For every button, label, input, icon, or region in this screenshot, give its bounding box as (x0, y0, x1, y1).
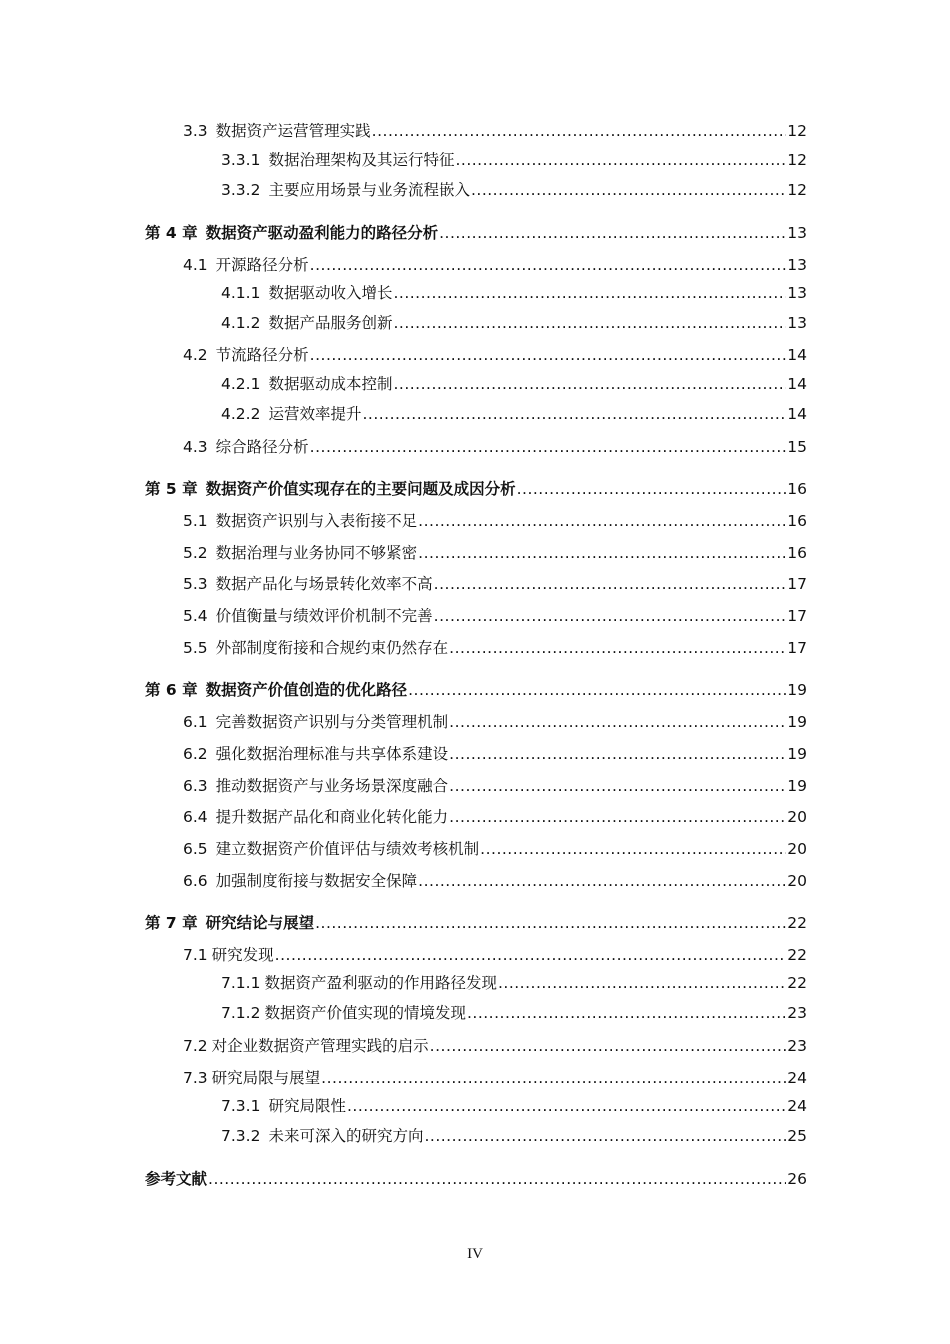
toc-entry-page: 17 (787, 639, 807, 657)
toc-entry-page: 13 (787, 224, 807, 242)
toc-leader-dots (315, 913, 786, 933)
toc-entry-page: 17 (787, 575, 807, 593)
toc-entry-page: 25 (787, 1127, 807, 1145)
toc-leader-dots (434, 606, 787, 626)
toc-entry[interactable] (221, 313, 807, 333)
toc-entry-page: 12 (787, 151, 807, 169)
toc-entry-number: 3.3 (183, 122, 208, 140)
toc-entry-title: 数据资产价值实现存在的主要问题及成因分析 (205, 480, 516, 498)
toc-entry-number: 7.2 (183, 1037, 208, 1055)
toc-entry-page: 13 (787, 256, 807, 274)
toc-entry-page: 23 (787, 1037, 807, 1055)
toc-entry-number: 4.3 (183, 438, 208, 456)
toc-entry-title: 推动数据资产与业务场景深度融合 (215, 777, 449, 795)
toc-entry-number: 6.1 (183, 713, 208, 731)
toc-leader-dots (467, 1003, 786, 1023)
toc-entry-number: 第 4 章 (145, 224, 198, 242)
toc-leader-dots (471, 180, 786, 200)
toc-entry-number: 7.1 (183, 946, 208, 964)
toc-entry-number: 4.2 (183, 346, 208, 364)
toc-entry[interactable] (183, 255, 807, 275)
toc-entry-title: 完善数据资产识别与分类管理机制 (215, 713, 449, 731)
toc-entry[interactable] (221, 283, 807, 303)
toc-entry[interactable] (221, 374, 807, 394)
toc-leader-dots (393, 313, 786, 333)
toc-entry[interactable] (221, 1003, 807, 1023)
toc-entry-title: 数据治理架构及其运行特征 (268, 151, 455, 169)
toc-entry[interactable] (183, 574, 807, 594)
toc-entry-title: 数据产品服务创新 (268, 314, 393, 332)
toc-entry-title: 数据资产驱动盈利能力的路径分析 (205, 224, 439, 242)
toc-entry-number: 5.3 (183, 575, 208, 593)
toc-entry-page: 22 (787, 914, 807, 932)
toc-leader-dots (430, 1036, 787, 1056)
toc-entry[interactable] (221, 150, 807, 170)
toc-leader-dots (418, 511, 786, 531)
toc-entry-title: 研究结论与展望 (205, 914, 315, 932)
toc-entry-page: 22 (787, 974, 807, 992)
toc-entry[interactable] (183, 437, 807, 457)
toc-entry-page: 19 (787, 777, 807, 795)
toc-entry-page: 16 (787, 512, 807, 530)
toc-chapter-entry[interactable] (145, 680, 807, 700)
toc-leader-dots (449, 744, 786, 764)
toc-leader-dots (424, 1126, 786, 1146)
toc-leader-dots (408, 680, 786, 700)
toc-entry-page: 24 (787, 1097, 807, 1115)
toc-leader-dots (449, 638, 786, 658)
toc-entry-page: 13 (787, 314, 807, 332)
toc-chapter-entry[interactable] (145, 913, 807, 933)
toc-entry[interactable] (221, 180, 807, 200)
toc-leader-dots (439, 223, 786, 243)
toc-entry-number: 7.3.2 (221, 1127, 261, 1145)
toc-entry-number: 5.5 (183, 639, 208, 657)
toc-leader-dots (275, 945, 787, 965)
toc-leader-dots (449, 712, 786, 732)
toc-entry-page: 17 (787, 607, 807, 625)
toc-entry[interactable] (183, 807, 807, 827)
toc-entry-page: 15 (787, 438, 807, 456)
toc-entry[interactable] (183, 945, 807, 965)
toc-entry[interactable] (221, 1126, 807, 1146)
toc-entry-number: 7.1.2 (221, 1004, 261, 1022)
toc-entry-number: 3.3.2 (221, 181, 261, 199)
toc-leader-dots (498, 973, 786, 993)
toc-entry-page: 20 (787, 808, 807, 826)
toc-entry-title: 强化数据治理标准与共享体系建设 (215, 745, 449, 763)
toc-entry-number: 5.4 (183, 607, 208, 625)
toc-entry-page: 12 (787, 181, 807, 199)
toc-chapter-entry[interactable] (145, 223, 807, 243)
toc-entry-title: 建立数据资产价值评估与绩效考核机制 (215, 840, 480, 858)
toc-entry-title: 数据资产价值实现的情境发现 (264, 1004, 466, 1022)
toc-entry-page: 16 (787, 544, 807, 562)
toc-entry-page: 14 (787, 405, 807, 423)
toc-leader-dots (310, 345, 787, 365)
toc-entry-title: 参考文献 (145, 1170, 208, 1188)
toc-entry[interactable] (183, 543, 807, 563)
toc-entry-number: 6.6 (183, 872, 208, 890)
toc-entry-number: 第 6 章 (145, 681, 198, 699)
toc-entry-title: 运营效率提升 (268, 405, 362, 423)
toc-entry-title: 综合路径分析 (215, 438, 309, 456)
toc-entry-number: 7.3.1 (221, 1097, 261, 1115)
toc-entry-page: 19 (787, 745, 807, 763)
toc-entry-title: 研究局限与展望 (211, 1069, 321, 1087)
toc-leader-dots (372, 121, 787, 141)
toc-entry[interactable] (221, 404, 807, 424)
toc-entry-title: 加强制度衔接与数据安全保障 (215, 872, 418, 890)
toc-entry-number: 第 7 章 (145, 914, 198, 932)
toc-leader-dots (434, 574, 787, 594)
toc-leader-dots (449, 776, 786, 796)
toc-entry-title: 数据资产价值创造的优化路径 (205, 681, 408, 699)
toc-entry-title: 外部制度衔接和合规约束仍然存在 (215, 639, 449, 657)
toc-entry-number: 4.1.2 (221, 314, 261, 332)
toc-entry-title: 对企业数据资产管理实践的启示 (211, 1037, 429, 1055)
toc-entry-title: 数据资产盈利驱动的作用路径发现 (264, 974, 497, 992)
toc-entry-page: 24 (787, 1069, 807, 1087)
toc-entry[interactable] (183, 871, 807, 891)
toc-entry-title: 数据产品化与场景转化效率不高 (215, 575, 433, 593)
toc-entry-number: 7.3 (183, 1069, 208, 1087)
toc-entry-number: 5.1 (183, 512, 208, 530)
toc-entry-page: 14 (787, 346, 807, 364)
toc-entry[interactable] (183, 1036, 807, 1056)
page-number-footer: IV (467, 1246, 483, 1262)
toc-entry-page: 14 (787, 375, 807, 393)
toc-entry-title: 数据资产运营管理实践 (215, 122, 371, 140)
toc-entry[interactable] (183, 712, 807, 732)
toc-leader-dots (418, 543, 786, 563)
toc-entry-title: 研究发现 (211, 946, 274, 964)
toc-references-entry[interactable] (145, 1169, 807, 1189)
toc-entry[interactable] (183, 638, 807, 658)
toc-entry-title: 未来可深入的研究方向 (268, 1127, 424, 1145)
toc-entry-number: 4.2.1 (221, 375, 261, 393)
toc-entry-number: 6.4 (183, 808, 208, 826)
toc-leader-dots (310, 437, 787, 457)
toc-leader-dots (347, 1096, 786, 1116)
toc-entry-title: 数据驱动成本控制 (268, 375, 393, 393)
toc-leader-dots (362, 404, 786, 424)
toc-chapter-entry[interactable] (145, 479, 807, 499)
toc-entry-number: 5.2 (183, 544, 208, 562)
toc-entry-title: 数据治理与业务协同不够紧密 (215, 544, 418, 562)
toc-leader-dots (455, 150, 786, 170)
toc-entry-page: 16 (787, 480, 807, 498)
toc-entry-title: 数据驱动收入增长 (268, 284, 393, 302)
toc-entry[interactable] (221, 1096, 807, 1116)
toc-entry[interactable] (183, 511, 807, 531)
toc-entry[interactable] (183, 121, 807, 141)
toc-entry-title: 开源路径分析 (215, 256, 309, 274)
toc-leader-dots (480, 839, 786, 859)
toc-entry-number: 第 5 章 (145, 480, 198, 498)
toc-leader-dots (393, 283, 786, 303)
toc-entry-number: 6.2 (183, 745, 208, 763)
toc-entry-page: 13 (787, 284, 807, 302)
toc-leader-dots (393, 374, 786, 394)
toc-entry-title: 节流路径分析 (215, 346, 309, 364)
toc-entry-number: 6.3 (183, 777, 208, 795)
toc-entry-number: 3.3.1 (221, 151, 261, 169)
toc-entry-page: 20 (787, 872, 807, 890)
toc-entry-page: 12 (787, 122, 807, 140)
toc-entry[interactable] (183, 744, 807, 764)
toc-leader-dots (517, 479, 787, 499)
toc-entry-number: 4.2.2 (221, 405, 261, 423)
toc-entry-page: 19 (787, 713, 807, 731)
toc-entry-title: 价值衡量与绩效评价机制不完善 (215, 607, 433, 625)
toc-leader-dots (321, 1068, 786, 1088)
toc-entry-title: 数据资产识别与入表衔接不足 (215, 512, 418, 530)
toc-entry[interactable] (183, 839, 807, 859)
toc-leader-dots (208, 1169, 786, 1189)
toc-entry-page: 23 (787, 1004, 807, 1022)
toc-entry-number: 4.1 (183, 256, 208, 274)
toc-entry-page: 22 (787, 946, 807, 964)
toc-entry[interactable] (183, 1068, 807, 1088)
toc-entry-page: 19 (787, 681, 807, 699)
toc-entry[interactable] (183, 606, 807, 626)
toc-leader-dots (418, 871, 786, 891)
toc-entry-title: 研究局限性 (268, 1097, 346, 1115)
toc-entry-page: 26 (787, 1170, 807, 1188)
toc-entry[interactable] (183, 345, 807, 365)
toc-entry-page: 20 (787, 840, 807, 858)
toc-entry[interactable] (221, 973, 807, 993)
toc-entry-title: 提升数据产品化和商业化转化能力 (215, 808, 449, 826)
toc-entry-number: 4.1.1 (221, 284, 261, 302)
toc-entry-number: 6.5 (183, 840, 208, 858)
toc-entry-number: 7.1.1 (221, 974, 261, 992)
toc-leader-dots (449, 807, 786, 827)
toc-entry[interactable] (183, 776, 807, 796)
toc-entry-title: 主要应用场景与业务流程嵌入 (268, 181, 470, 199)
toc-leader-dots (310, 255, 787, 275)
